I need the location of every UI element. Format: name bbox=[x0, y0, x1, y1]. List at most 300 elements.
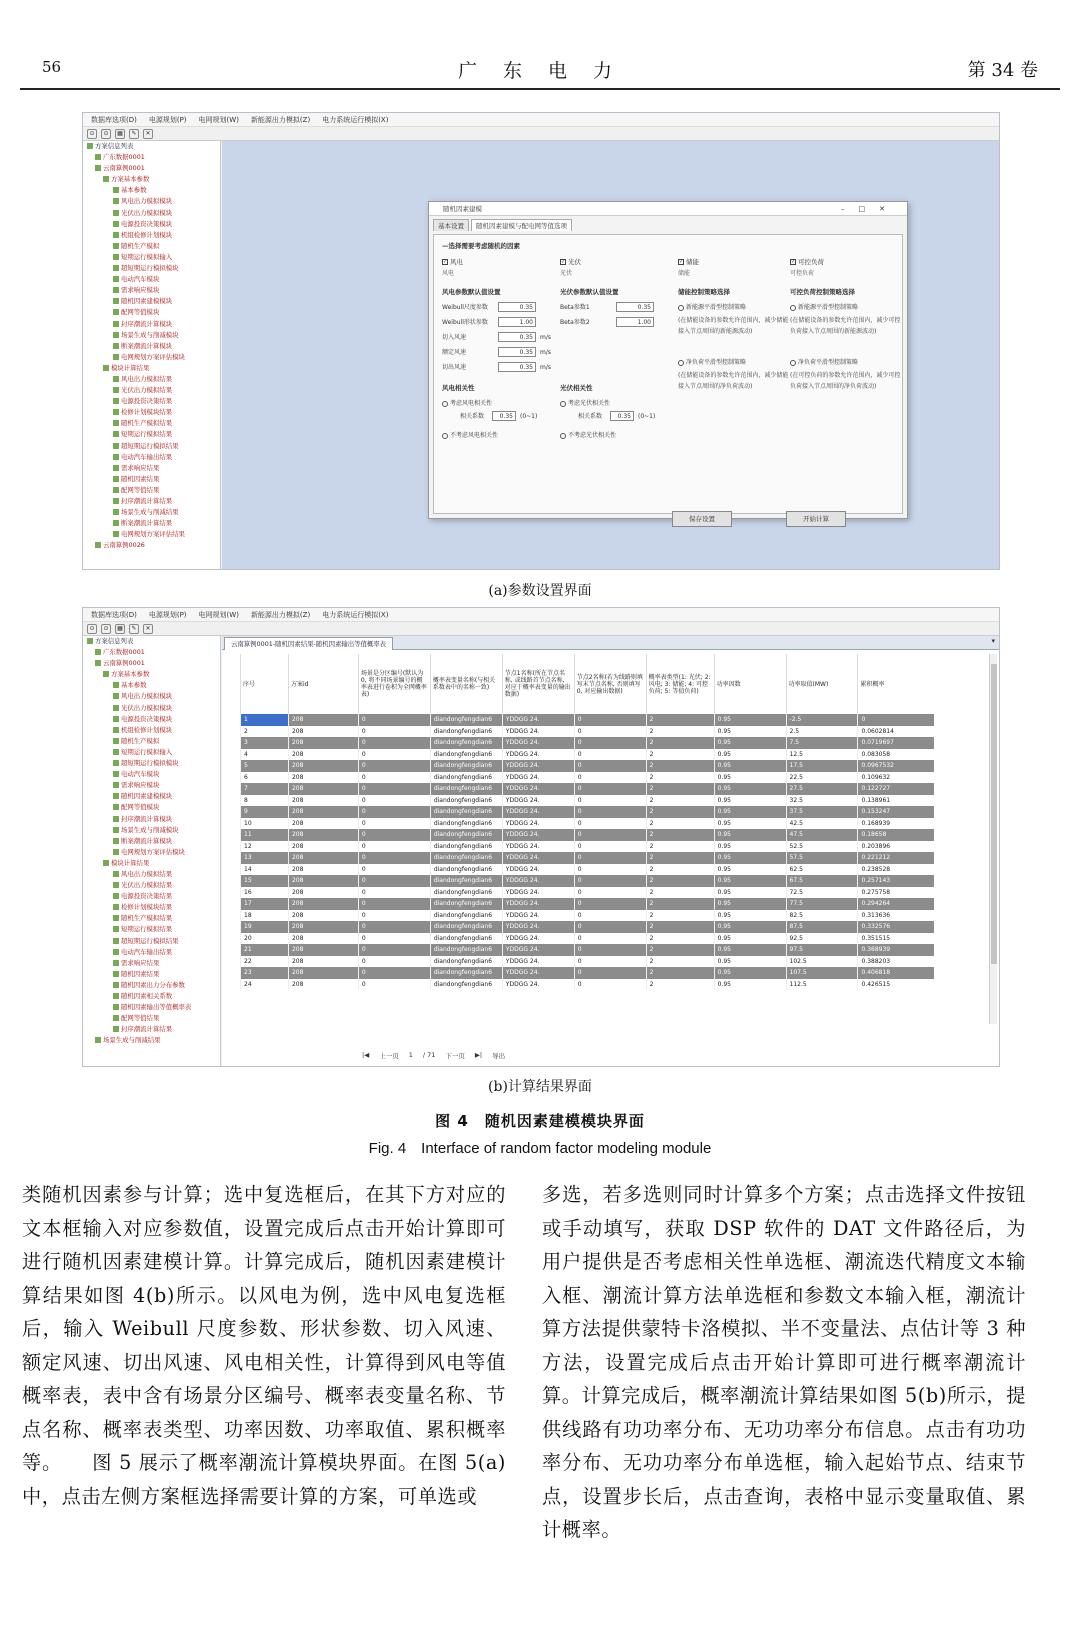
menu-item[interactable]: 新能源出力模拟(Z) bbox=[250, 610, 311, 619]
column-header[interactable]: 节点1名称(所在节点名称, 或线路首节点名称, 对应于概率表变量的输出数据) bbox=[502, 654, 574, 714]
tree-item[interactable] bbox=[83, 1024, 220, 1035]
table-cell[interactable]: 2 bbox=[646, 795, 714, 807]
table-cell[interactable]: 208 bbox=[288, 967, 358, 979]
table-cell[interactable]: 0 bbox=[358, 806, 430, 818]
tree-item[interactable] bbox=[83, 936, 220, 947]
tree-item[interactable] bbox=[83, 485, 220, 496]
menu-item[interactable]: 数据库选项(D) bbox=[91, 115, 137, 124]
table-cell[interactable]: 208 bbox=[288, 898, 358, 910]
table-row[interactable] bbox=[241, 760, 935, 772]
table-row[interactable] bbox=[241, 956, 935, 968]
tree-item[interactable] bbox=[83, 1013, 220, 1024]
strategy-radio[interactable] bbox=[790, 302, 906, 311]
table-cell[interactable]: 208 bbox=[288, 818, 358, 830]
prev-page-button[interactable]: 上一页 bbox=[379, 1052, 399, 1060]
table-cell[interactable]: YDDGG 24. bbox=[502, 772, 574, 784]
tree-item[interactable] bbox=[83, 219, 220, 230]
table-cell[interactable]: 2.5 bbox=[786, 726, 858, 738]
table-cell[interactable]: 0 bbox=[358, 795, 430, 807]
param-input[interactable]: 0.35 bbox=[498, 302, 536, 312]
toolbar-icon[interactable]: ⊙ bbox=[87, 624, 97, 634]
table-cell[interactable]: 0 bbox=[358, 841, 430, 853]
radio-button[interactable] bbox=[790, 360, 796, 366]
table-cell[interactable]: YDDGG 24. bbox=[502, 979, 574, 991]
table-cell[interactable]: YDDGG 24. bbox=[502, 726, 574, 738]
table-cell[interactable]: 0 bbox=[358, 864, 430, 876]
table-cell[interactable]: 208 bbox=[288, 783, 358, 795]
table-cell[interactable]: 92.5 bbox=[786, 933, 858, 945]
table-cell[interactable]: diandongfengdian6 bbox=[430, 726, 502, 738]
tree-item[interactable] bbox=[83, 902, 220, 913]
table-cell[interactable]: 0.168939 bbox=[858, 818, 934, 830]
tree-item[interactable] bbox=[83, 208, 220, 219]
tree-item[interactable] bbox=[83, 802, 220, 813]
table-cell[interactable]: 208 bbox=[288, 956, 358, 968]
tree-item[interactable] bbox=[83, 769, 220, 780]
tree-item[interactable] bbox=[83, 869, 220, 880]
tree-item[interactable] bbox=[83, 647, 220, 658]
tree-item[interactable] bbox=[83, 496, 220, 507]
table-cell[interactable]: 10 bbox=[241, 818, 289, 830]
table-cell[interactable]: 0.221212 bbox=[858, 852, 934, 864]
start-calculation-button[interactable]: 开始计算 bbox=[786, 511, 846, 527]
table-row[interactable] bbox=[241, 852, 935, 864]
table-cell[interactable]: 0.0602814 bbox=[858, 726, 934, 738]
table-cell[interactable]: 0.95 bbox=[714, 714, 786, 726]
table-cell[interactable]: 2 bbox=[646, 829, 714, 841]
tree-item[interactable] bbox=[83, 174, 220, 185]
column-header[interactable]: 概率表类型(1: 光伏; 2: 风电; 3: 储能; 4: 可控负荷; 5: 等值负荷) bbox=[646, 654, 714, 714]
table-cell[interactable]: 0 bbox=[574, 875, 646, 887]
tree-item[interactable] bbox=[83, 507, 220, 518]
tree-item[interactable] bbox=[83, 407, 220, 418]
next-page-button[interactable]: 下一页 bbox=[445, 1052, 465, 1060]
table-row[interactable] bbox=[241, 875, 935, 887]
table-cell[interactable]: 52.5 bbox=[786, 841, 858, 853]
tree-item[interactable] bbox=[83, 418, 220, 429]
table-cell[interactable]: 208 bbox=[288, 933, 358, 945]
tree-item[interactable] bbox=[83, 352, 220, 363]
table-cell[interactable]: YDDGG 24. bbox=[502, 852, 574, 864]
table-cell[interactable]: 42.5 bbox=[786, 818, 858, 830]
table-cell[interactable]: YDDGG 24. bbox=[502, 933, 574, 945]
tree-item[interactable] bbox=[83, 396, 220, 407]
table-cell[interactable]: 0 bbox=[574, 979, 646, 991]
radio-button[interactable] bbox=[678, 360, 684, 366]
table-cell[interactable]: YDDGG 24. bbox=[502, 898, 574, 910]
table-cell[interactable]: 0.138961 bbox=[858, 795, 934, 807]
param-input[interactable]: 1.00 bbox=[498, 317, 536, 327]
first-page-button[interactable]: |◀ bbox=[362, 1051, 370, 1059]
table-cell[interactable]: 0.426515 bbox=[858, 979, 934, 991]
table-cell[interactable]: 3 bbox=[241, 737, 289, 749]
tree-item[interactable] bbox=[83, 691, 220, 702]
table-cell[interactable]: 208 bbox=[288, 760, 358, 772]
table-cell[interactable]: 0.95 bbox=[714, 760, 786, 772]
table-cell[interactable]: 0.95 bbox=[714, 979, 786, 991]
table-cell[interactable]: diandongfengdian6 bbox=[430, 875, 502, 887]
table-row[interactable] bbox=[241, 818, 935, 830]
table-cell[interactable]: diandongfengdian6 bbox=[430, 829, 502, 841]
no-correlation-radio[interactable] bbox=[442, 430, 558, 439]
table-cell[interactable]: 0 bbox=[574, 944, 646, 956]
table-row[interactable] bbox=[241, 806, 935, 818]
tree-item[interactable] bbox=[83, 680, 220, 691]
table-cell[interactable]: 18 bbox=[241, 910, 289, 922]
tree-item[interactable] bbox=[83, 814, 220, 825]
scroll-thumb[interactable] bbox=[991, 664, 997, 964]
table-cell[interactable]: 0.95 bbox=[714, 749, 786, 761]
table-row[interactable] bbox=[241, 933, 935, 945]
table-cell[interactable]: 0.294264 bbox=[858, 898, 934, 910]
menu-item[interactable]: 电力系统运行模拟(X) bbox=[322, 115, 389, 124]
table-cell[interactable]: 2 bbox=[646, 806, 714, 818]
table-cell[interactable]: 0 bbox=[358, 749, 430, 761]
table-cell[interactable]: 0 bbox=[358, 772, 430, 784]
tree-item[interactable] bbox=[83, 636, 220, 647]
table-cell[interactable]: 0 bbox=[358, 933, 430, 945]
tree-item[interactable] bbox=[83, 341, 220, 352]
table-cell[interactable]: diandongfengdian6 bbox=[430, 887, 502, 899]
table-cell[interactable]: YDDGG 24. bbox=[502, 887, 574, 899]
tree-item[interactable] bbox=[83, 474, 220, 485]
tree-item[interactable] bbox=[83, 924, 220, 935]
table-cell[interactable]: 0 bbox=[358, 818, 430, 830]
table-cell[interactable]: diandongfengdian6 bbox=[430, 795, 502, 807]
table-cell[interactable]: 0.153247 bbox=[858, 806, 934, 818]
toolbar-icon[interactable]: ✎ bbox=[129, 624, 139, 634]
table-cell[interactable]: 2 bbox=[646, 933, 714, 945]
table-cell[interactable]: 0 bbox=[358, 829, 430, 841]
tree-item[interactable] bbox=[83, 1002, 220, 1013]
tree-item[interactable] bbox=[83, 363, 220, 374]
toolbar-icon[interactable]: ⊙ bbox=[101, 129, 111, 139]
tree-item[interactable] bbox=[83, 791, 220, 802]
tree-item[interactable] bbox=[83, 947, 220, 958]
table-cell[interactable]: 0.238528 bbox=[858, 864, 934, 876]
factor-checkbox[interactable] bbox=[678, 257, 794, 266]
radio-button[interactable] bbox=[560, 433, 566, 439]
table-row[interactable] bbox=[241, 749, 935, 761]
tree-item[interactable] bbox=[83, 141, 220, 152]
table-cell[interactable]: YDDGG 24. bbox=[502, 783, 574, 795]
table-cell[interactable]: 0.0719697 bbox=[858, 737, 934, 749]
factor-checkbox[interactable] bbox=[442, 257, 558, 266]
table-row[interactable] bbox=[241, 795, 935, 807]
table-cell[interactable]: 0.95 bbox=[714, 933, 786, 945]
correlation-input[interactable]: 0.35 bbox=[492, 411, 516, 421]
table-cell[interactable]: 208 bbox=[288, 864, 358, 876]
table-cell[interactable]: 8 bbox=[241, 795, 289, 807]
table-cell[interactable]: 2 bbox=[646, 714, 714, 726]
toolbar-icon[interactable]: ⊙ bbox=[101, 624, 111, 634]
menu-item[interactable]: 电力系统运行模拟(X) bbox=[322, 610, 389, 619]
tree-item[interactable] bbox=[83, 296, 220, 307]
checkbox-box[interactable]: ✓ bbox=[443, 259, 448, 265]
table-cell[interactable]: 0.351515 bbox=[858, 933, 934, 945]
table-cell[interactable]: diandongfengdian6 bbox=[430, 737, 502, 749]
param-input[interactable]: 0.35 bbox=[498, 332, 536, 342]
tree-item[interactable] bbox=[83, 452, 220, 463]
toolbar-icon[interactable]: ▦ bbox=[115, 624, 125, 634]
tree-item[interactable] bbox=[83, 263, 220, 274]
tree-item[interactable] bbox=[83, 330, 220, 341]
param-input[interactable]: 0.35 bbox=[616, 302, 654, 312]
tree-item[interactable] bbox=[83, 847, 220, 858]
table-cell[interactable]: diandongfengdian6 bbox=[430, 818, 502, 830]
table-cell[interactable]: 2 bbox=[646, 864, 714, 876]
tree-item[interactable] bbox=[83, 274, 220, 285]
table-cell[interactable]: 102.5 bbox=[786, 956, 858, 968]
table-cell[interactable]: diandongfengdian6 bbox=[430, 967, 502, 979]
table-cell[interactable]: YDDGG 24. bbox=[502, 841, 574, 853]
table-cell[interactable]: 0.95 bbox=[714, 910, 786, 922]
table-row[interactable] bbox=[241, 898, 935, 910]
table-cell[interactable]: 9 bbox=[241, 806, 289, 818]
tree-item[interactable] bbox=[83, 913, 220, 924]
menu-item[interactable]: 新能源出力模拟(Z) bbox=[250, 115, 311, 124]
table-cell[interactable]: 0 bbox=[358, 783, 430, 795]
table-cell[interactable]: diandongfengdian6 bbox=[430, 944, 502, 956]
table-cell[interactable]: 0.95 bbox=[714, 944, 786, 956]
table-cell[interactable]: 2 bbox=[646, 760, 714, 772]
table-cell[interactable]: 0 bbox=[358, 898, 430, 910]
table-cell[interactable]: YDDGG 24. bbox=[502, 829, 574, 841]
menu-item[interactable]: 电网规划(W) bbox=[198, 610, 239, 619]
table-cell[interactable]: 0.95 bbox=[714, 726, 786, 738]
table-cell[interactable]: 208 bbox=[288, 772, 358, 784]
table-cell[interactable]: 208 bbox=[288, 829, 358, 841]
menu-item[interactable]: 电网规划(W) bbox=[198, 115, 239, 124]
table-cell[interactable]: 0 bbox=[574, 887, 646, 899]
table-cell[interactable]: 0 bbox=[358, 956, 430, 968]
table-cell[interactable]: 0.388203 bbox=[858, 956, 934, 968]
table-cell[interactable]: 22.5 bbox=[786, 772, 858, 784]
table-cell[interactable]: -2.5 bbox=[786, 714, 858, 726]
table-cell[interactable]: 0 bbox=[358, 875, 430, 887]
chevron-down-icon[interactable]: ▾ bbox=[991, 637, 995, 645]
table-cell[interactable]: 13 bbox=[241, 852, 289, 864]
table-cell[interactable]: YDDGG 24. bbox=[502, 818, 574, 830]
column-header[interactable]: 方案id bbox=[288, 654, 358, 714]
column-header[interactable]: 功率因数 bbox=[714, 654, 786, 714]
table-cell[interactable]: 0 bbox=[358, 726, 430, 738]
table-row[interactable] bbox=[241, 841, 935, 853]
table-cell[interactable]: 0.95 bbox=[714, 864, 786, 876]
table-cell[interactable]: 2 bbox=[646, 772, 714, 784]
table-cell[interactable]: 208 bbox=[288, 737, 358, 749]
tree-item[interactable] bbox=[83, 441, 220, 452]
table-cell[interactable]: 0.95 bbox=[714, 806, 786, 818]
table-cell[interactable]: 112.5 bbox=[786, 979, 858, 991]
table-cell[interactable]: 0 bbox=[574, 772, 646, 784]
tab-basic-settings[interactable]: 基本设置 bbox=[433, 219, 469, 231]
table-cell[interactable]: 208 bbox=[288, 795, 358, 807]
tree-item[interactable] bbox=[83, 152, 220, 163]
table-cell[interactable]: 0.95 bbox=[714, 967, 786, 979]
tree-item[interactable] bbox=[83, 747, 220, 758]
table-cell[interactable]: 77.5 bbox=[786, 898, 858, 910]
table-cell[interactable]: YDDGG 24. bbox=[502, 864, 574, 876]
table-cell[interactable]: diandongfengdian6 bbox=[430, 979, 502, 991]
tree-item[interactable] bbox=[83, 758, 220, 769]
radio-button[interactable] bbox=[442, 433, 448, 439]
table-cell[interactable]: 0 bbox=[574, 829, 646, 841]
table-cell[interactable]: 2 bbox=[646, 749, 714, 761]
save-settings-button[interactable]: 保存设置 bbox=[672, 511, 732, 527]
table-cell[interactable]: 208 bbox=[288, 921, 358, 933]
checkbox-box[interactable]: ✓ bbox=[561, 259, 566, 265]
tab-random-factor-options[interactable]: 随机因素建模与配电网等值选项 bbox=[471, 219, 572, 231]
table-cell[interactable]: 0 bbox=[358, 714, 430, 726]
param-input[interactable]: 0.35 bbox=[498, 362, 536, 372]
tree-item[interactable] bbox=[83, 374, 220, 385]
table-cell[interactable]: 2 bbox=[646, 737, 714, 749]
table-cell[interactable]: YDDGG 24. bbox=[502, 875, 574, 887]
table-row[interactable] bbox=[241, 714, 935, 726]
table-cell[interactable]: 0 bbox=[358, 737, 430, 749]
table-cell[interactable]: 0 bbox=[574, 749, 646, 761]
table-cell[interactable]: 0.95 bbox=[714, 852, 786, 864]
tree-item[interactable] bbox=[83, 252, 220, 263]
table-cell[interactable]: 0 bbox=[358, 887, 430, 899]
menu-item[interactable]: 数据库选项(D) bbox=[91, 610, 137, 619]
table-row[interactable] bbox=[241, 910, 935, 922]
table-cell[interactable]: 0 bbox=[574, 737, 646, 749]
table-cell[interactable]: diandongfengdian6 bbox=[430, 933, 502, 945]
radio-button[interactable] bbox=[790, 305, 796, 311]
table-cell[interactable]: 0.95 bbox=[714, 795, 786, 807]
table-cell[interactable]: diandongfengdian6 bbox=[430, 864, 502, 876]
table-cell[interactable]: diandongfengdian6 bbox=[430, 760, 502, 772]
table-cell[interactable]: 0 bbox=[358, 852, 430, 864]
table-cell[interactable]: 208 bbox=[288, 806, 358, 818]
table-cell[interactable]: 23 bbox=[241, 967, 289, 979]
tree-item[interactable] bbox=[83, 241, 220, 252]
table-cell[interactable]: 0 bbox=[574, 806, 646, 818]
tree-item[interactable] bbox=[83, 991, 220, 1002]
table-cell[interactable]: 1 bbox=[241, 714, 289, 726]
table-cell[interactable]: YDDGG 24. bbox=[502, 967, 574, 979]
table-cell[interactable]: 0.257143 bbox=[858, 875, 934, 887]
table-cell[interactable]: 12 bbox=[241, 841, 289, 853]
factor-checkbox[interactable] bbox=[560, 257, 676, 266]
table-cell[interactable]: 208 bbox=[288, 979, 358, 991]
table-cell[interactable]: 11 bbox=[241, 829, 289, 841]
table-cell[interactable]: 15 bbox=[241, 875, 289, 887]
tree-item[interactable] bbox=[83, 385, 220, 396]
table-row[interactable] bbox=[241, 864, 935, 876]
table-cell[interactable]: diandongfengdian6 bbox=[430, 898, 502, 910]
correlation-radio[interactable] bbox=[442, 398, 558, 407]
radio-button[interactable] bbox=[442, 401, 448, 407]
tree-item[interactable] bbox=[83, 540, 220, 551]
correlation-radio[interactable] bbox=[560, 398, 676, 407]
table-cell[interactable]: 2 bbox=[646, 944, 714, 956]
table-cell[interactable]: 0.95 bbox=[714, 956, 786, 968]
tree-item[interactable] bbox=[83, 669, 220, 680]
factor-checkbox[interactable] bbox=[790, 257, 906, 266]
table-cell[interactable]: 0.0967532 bbox=[858, 760, 934, 772]
toolbar-icon[interactable]: ⊙ bbox=[87, 129, 97, 139]
table-cell[interactable]: 32.5 bbox=[786, 795, 858, 807]
table-cell[interactable]: 5 bbox=[241, 760, 289, 772]
export-button[interactable]: 导出 bbox=[492, 1052, 506, 1060]
radio-button[interactable] bbox=[560, 401, 566, 407]
table-cell[interactable]: 2 bbox=[646, 967, 714, 979]
table-cell[interactable]: 2 bbox=[241, 726, 289, 738]
table-cell[interactable]: 0.109632 bbox=[858, 772, 934, 784]
checkbox-box[interactable]: ✓ bbox=[791, 259, 796, 265]
table-cell[interactable]: 97.5 bbox=[786, 944, 858, 956]
tree-item[interactable] bbox=[83, 196, 220, 207]
table-cell[interactable]: 0 bbox=[358, 910, 430, 922]
table-cell[interactable]: YDDGG 24. bbox=[502, 806, 574, 818]
table-cell[interactable]: 0 bbox=[574, 956, 646, 968]
table-cell[interactable]: 208 bbox=[288, 841, 358, 853]
table-cell[interactable]: 0 bbox=[574, 760, 646, 772]
tree-item[interactable] bbox=[83, 725, 220, 736]
table-cell[interactable]: 19 bbox=[241, 921, 289, 933]
table-cell[interactable]: 0.368939 bbox=[858, 944, 934, 956]
table-cell[interactable]: diandongfengdian6 bbox=[430, 956, 502, 968]
table-cell[interactable]: 0.95 bbox=[714, 818, 786, 830]
tree-item[interactable] bbox=[83, 319, 220, 330]
table-cell[interactable]: 4 bbox=[241, 749, 289, 761]
table-cell[interactable]: 0 bbox=[574, 852, 646, 864]
table-row[interactable] bbox=[241, 944, 935, 956]
tree-item[interactable] bbox=[83, 429, 220, 440]
table-cell[interactable]: 0 bbox=[574, 795, 646, 807]
table-cell[interactable]: 21 bbox=[241, 944, 289, 956]
table-cell[interactable]: 57.5 bbox=[786, 852, 858, 864]
table-cell[interactable]: 0 bbox=[574, 910, 646, 922]
table-cell[interactable]: 2 bbox=[646, 979, 714, 991]
table-cell[interactable]: 2 bbox=[646, 818, 714, 830]
page-number-input[interactable]: 1 bbox=[408, 1051, 413, 1059]
table-cell[interactable]: 0.275758 bbox=[858, 887, 934, 899]
table-cell[interactable]: 0.122727 bbox=[858, 783, 934, 795]
tree-item[interactable] bbox=[83, 958, 220, 969]
tree-item[interactable] bbox=[83, 980, 220, 991]
tree-item[interactable] bbox=[83, 185, 220, 196]
table-cell[interactable]: 0.203896 bbox=[858, 841, 934, 853]
table-cell[interactable]: YDDGG 24. bbox=[502, 714, 574, 726]
table-cell[interactable]: 17 bbox=[241, 898, 289, 910]
tree-item[interactable] bbox=[83, 736, 220, 747]
table-cell[interactable]: 82.5 bbox=[786, 910, 858, 922]
table-cell[interactable]: 208 bbox=[288, 944, 358, 956]
table-cell[interactable]: 0 bbox=[574, 726, 646, 738]
table-cell[interactable]: 47.5 bbox=[786, 829, 858, 841]
column-header[interactable]: 序号 bbox=[241, 654, 289, 714]
table-cell[interactable]: YDDGG 24. bbox=[502, 921, 574, 933]
tree-item[interactable] bbox=[83, 880, 220, 891]
table-cell[interactable]: 0 bbox=[574, 783, 646, 795]
menu-item[interactable]: 电源规划(P) bbox=[148, 610, 187, 619]
table-cell[interactable]: 0 bbox=[574, 714, 646, 726]
table-cell[interactable]: 0 bbox=[858, 714, 934, 726]
table-cell[interactable]: 2 bbox=[646, 783, 714, 795]
table-row[interactable] bbox=[241, 979, 935, 991]
table-cell[interactable]: 0 bbox=[574, 818, 646, 830]
table-cell[interactable]: 0.95 bbox=[714, 841, 786, 853]
column-header[interactable]: 概率表变量名称(与相关系数表中的名称一致) bbox=[430, 654, 502, 714]
strategy-radio[interactable] bbox=[678, 357, 794, 366]
strategy-radio[interactable] bbox=[790, 357, 906, 366]
table-cell[interactable]: 24 bbox=[241, 979, 289, 991]
table-cell[interactable]: 0 bbox=[574, 933, 646, 945]
